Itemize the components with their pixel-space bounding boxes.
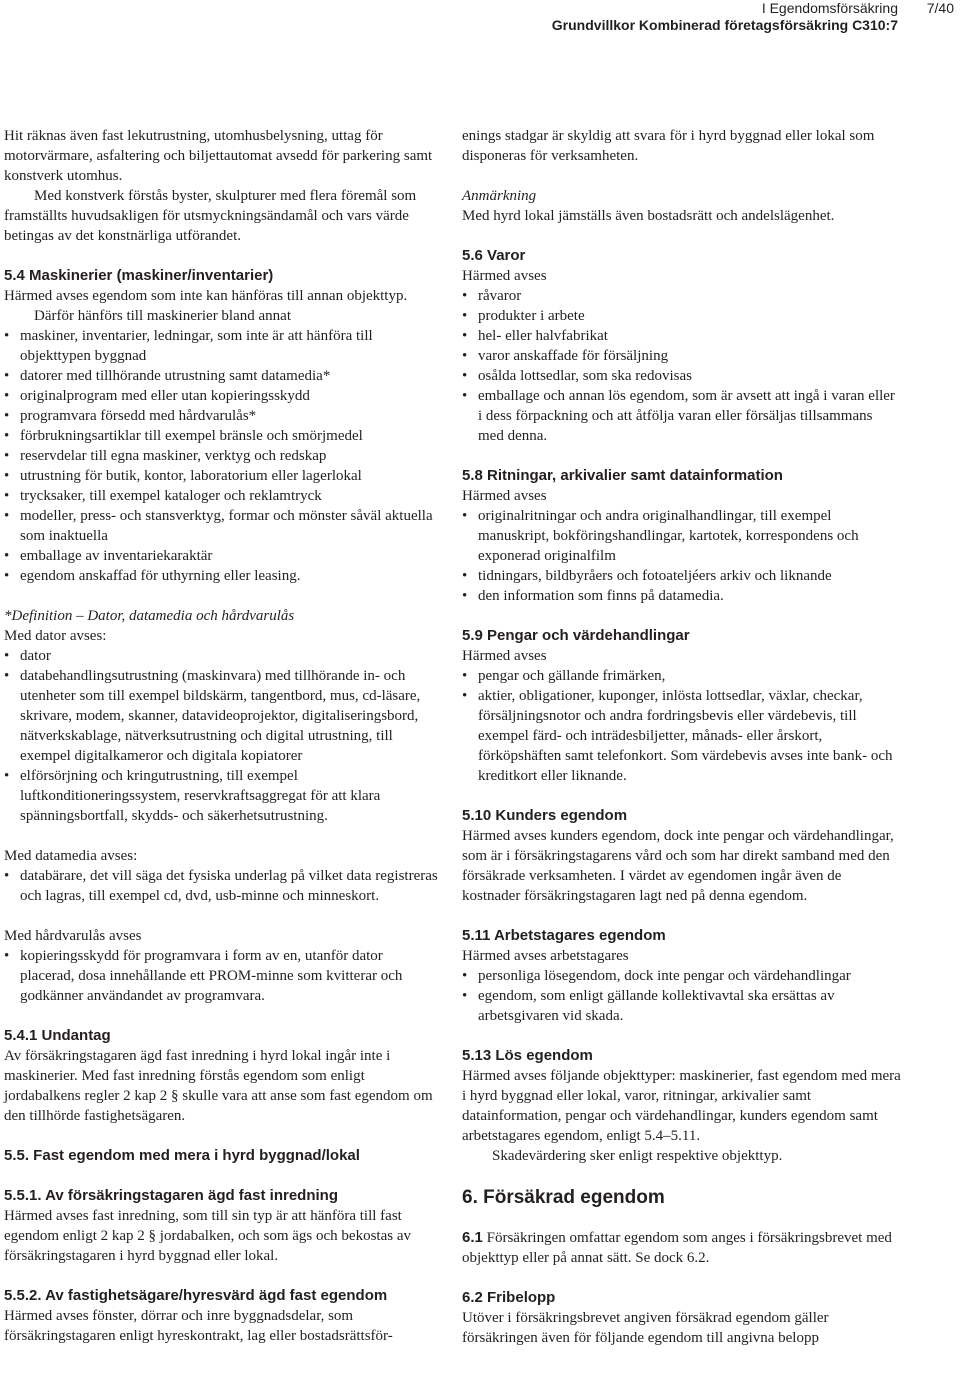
list-item: • programvara försedd med hårdvarulås* — [4, 406, 440, 426]
list-item: • originalprogram med eller utan kopieringsskydd — [4, 386, 440, 406]
definition-heading: *Definition – Dator, datamedia och hårdvarulås — [4, 608, 295, 624]
dator-list — [4, 646, 440, 826]
section-5-10-heading: 5.10 Kunders egendom — [462, 807, 628, 824]
section-5-9-heading: 5.9 Pengar och värdehandlingar — [462, 627, 690, 644]
section-5-6-heading: 5.6 Varor — [462, 247, 526, 264]
header-title — [552, 0, 898, 34]
section-5-5-2-heading: 5.5.2. Av fastighetsägare/hyresvärd ägd fast egendom — [4, 1287, 388, 1304]
page-number: 7/40 — [926, 0, 954, 16]
list-item: • datorer med tillhörande utrustning samt datamedia* — [4, 366, 440, 386]
section-5-6-intro: Härmed avses — [462, 268, 547, 284]
list-item: • dator — [4, 646, 440, 666]
section-5-9-intro: Härmed avses — [462, 648, 547, 664]
section-6-2-heading: 6.2 Fribelopp — [462, 1289, 556, 1306]
list-item: • råvaror — [462, 286, 902, 306]
section-5-4-list-intro: Därför hänförs till maskinerier bland annat — [34, 308, 291, 324]
datamedia-intro: Med datamedia avses: — [4, 848, 138, 864]
datamedia-list — [4, 866, 440, 906]
list-item: • trycksaker, till exempel kataloger och reklamtryck — [4, 486, 440, 506]
section-6-1-number: 6.1 — [462, 1229, 483, 1246]
section-5-8-list — [462, 506, 902, 606]
list-item: • varor anskaffade för försäljning — [462, 346, 902, 366]
remark-text: Med hyrd lokal jämställs även bostadsrätt och andelslägenhet. — [462, 208, 835, 224]
section-6-heading: 6. Försäkrad egendom — [462, 1187, 665, 1208]
section-5-5-1-heading: 5.5.1. Av försäkringstagaren ägd fast inredning — [4, 1187, 338, 1204]
list-item: • modeller, press- och stansverktyg, formar och mönster såväl aktuella som inaktuella — [4, 506, 440, 546]
section-5-4-list — [4, 326, 440, 586]
list-item: • hel- eller halvfabrikat — [462, 326, 902, 346]
section-6-1-body: Försäkringen omfattar egendom som anges i försäkringsbrevet med objekttyp eller på annat sätt. Se dock 6.2. — [462, 1230, 892, 1266]
left-column — [4, 126, 440, 1346]
header-document-title: Grundvillkor Kombinerad företagsförsäkring C310:7 — [551, 17, 898, 33]
section-5-13-text: Härmed avses följande objekttyper: maskinerier, fast egendom med mera i hyrd byggnad eller lokal, varor, ritningar, arkivalier samt datainformation, pengar och värdehandlingar, kunders egendom samt arbetstagares egendom, enligt 5.4–5.11. — [462, 1068, 901, 1144]
section-5-4-heading: 5.4 Maskinerier (maskiner/inventarier) — [4, 267, 274, 284]
section-5-4-1-heading: 5.4.1 Undantag — [4, 1027, 111, 1044]
section-5-4-1-text: Av försäkringstagaren ägd fast inredning i hyrd lokal ingår inte i maskinerier. Med fast inredning förstås egendom som enligt jordabalkens regler 2 kap 2 § skulle vara att anse som fast egendom om den tillhörde fastighetsägaren. — [4, 1048, 433, 1124]
page-header — [0, 0, 960, 40]
list-item: • reservdelar till egna maskiner, verktyg och redskap — [4, 446, 440, 466]
list-item: • emballage och annan lös egendom, som är avsett att ingå i varan eller i dess förpackning och att åtfölja varan eller försäljas tillsammans med denna. — [462, 386, 902, 446]
section-5-5-2-text: Härmed avses fönster, dörrar och inre byggnadsdelar, som försäkringstagaren enligt hyreskontrakt, lag eller bostadsrättsför- — [4, 1308, 393, 1344]
list-item: • aktier, obligationer, kuponger, inlösta lottsedlar, växlar, checkar, försäljningsnotor och andra fordringsbevis eller värdebevis, till exempel färd- och inträdesbiljetter, månads- eller årskort, förköpshäften samt telefonkort. Som värdebevis avses inte bank- och kreditkort eller liknande. — [462, 686, 902, 786]
section-5-4-text: Härmed avses egendom som inte kan hänföras till annan objekttyp. — [4, 288, 408, 304]
section-5-8-intro: Härmed avses — [462, 488, 547, 504]
list-item: • osålda lottsedlar, som ska redovisas — [462, 366, 902, 386]
list-item: • egendom, som enligt gällande kollektivavtal ska ersättas av arbetsgivaren vid skada. — [462, 986, 902, 1026]
list-item: • databärare, det vill säga det fysiska underlag på vilket data registreras och lagras, till exempel cd, dvd, usb-minne och minneskort. — [4, 866, 440, 906]
intro-paragraph-1: Hit räknas även fast lekutrustning, utomhusbelysning, uttag för motorvärmare, asfaltering och biljettautomat avsedd för parkering samt konstverk utomhus. — [4, 128, 433, 184]
list-item: • elförsörjning och kringutrustning, till exempel luftkonditioneringssystem, reservkraftsaggregat för att klara spänningsbortfall, skydds- och säkerhetsutrustning. — [4, 766, 440, 826]
list-item: • produkter i arbete — [462, 306, 902, 326]
hardvarulas-intro: Med hårdvarulås avses — [4, 928, 142, 944]
list-item: • pengar och gällande frimärken, — [462, 666, 902, 686]
list-item: • tidningars, bildbyråers och fotoateljéers arkiv och liknande — [462, 566, 902, 586]
list-item: • maskiner, inventarier, ledningar, som inte är att hänföra till objekttypen byggnad — [4, 326, 440, 366]
list-item: • originalritningar och andra originalhandlingar, till exempel manuskript, bokföringshandlingar, kartotek, korrespondens och exponerad originalfilm — [462, 506, 902, 566]
section-5-11-intro: Härmed avses arbetstagares — [462, 948, 629, 964]
list-item: • databehandlingsutrustning (maskinvara) med tillhörande in- och utenheter som till exempel bildskärm, tangentbord, mus, cd-läsare, skrivare, modem, skanner, datavideoprojektor, digitaliseringsbord, nätverkskablage, nätverksutrustning och digital utrustning, till exempel digitalkameror och digitala kopiatorer — [4, 666, 440, 766]
section-5-11-list — [462, 966, 902, 1026]
right-column — [462, 126, 902, 1348]
section-5-8-heading: 5.8 Ritningar, arkivalier samt datainformation — [462, 467, 783, 484]
section-5-5-1-text: Härmed avses fast inredning, som till sin typ är att hänföra till fast egendom enligt 2 kap 2 § jordabalken, och som ägs och bekostas av försäkringstagaren i hyrd byggnad eller lokal. — [4, 1208, 411, 1264]
section-5-11-heading: 5.11 Arbetstagares egendom — [462, 927, 666, 944]
list-item: • kopieringsskydd för programvara i form av en, utanför dator placerad, dosa innehållande ett PROM-minne som kvitterar och godkänner användandet av programvara. — [4, 946, 440, 1006]
list-item: • emballage av inventariekaraktär — [4, 546, 440, 566]
list-item: • egendom anskaffad för uthyrning eller leasing. — [4, 566, 440, 586]
continued-text: enings stadgar är skyldig att svara för i hyrd byggnad eller lokal som disponeras för verksamheten. — [462, 128, 875, 164]
section-5-5-heading: 5.5. Fast egendom med mera i hyrd byggnad/lokal — [4, 1147, 360, 1164]
dator-intro: Med dator avses: — [4, 628, 107, 644]
section-5-10-text: Härmed avses kunders egendom, dock inte pengar och värdehandlingar, som är i försäkringstagarens vård och som har direkt samband med den försäkrade verksamheten. I värdet av egendomen ingår även de kostnader försäkringstagaren lagt ned på denna egendom. — [462, 828, 894, 904]
header-section-title: I Egendomsförsäkring — [761, 0, 898, 16]
intro-paragraph-2: Med konstverk förstås byster, skulpturer med flera föremål som framställts huvudsakligen för utsmyckningsändamål och vars värde betingas av det konstnärliga utförandet. — [4, 188, 417, 244]
list-item: • den information som finns på datamedia. — [462, 586, 902, 606]
list-item: • utrustning för butik, kontor, laboratorium eller lagerlokal — [4, 466, 440, 486]
section-5-13-heading: 5.13 Lös egendom — [462, 1047, 593, 1064]
section-5-13-text-2: Skadevärdering sker enligt respektive objekttyp. — [492, 1148, 783, 1164]
list-item: • personliga lösegendom, dock inte pengar och värdehandlingar — [462, 966, 902, 986]
list-item: • förbrukningsartiklar till exempel bränsle och smörjmedel — [4, 426, 440, 446]
section-5-9-list — [462, 666, 902, 786]
remark-heading: Anmärkning — [462, 188, 537, 204]
section-6-1-text — [462, 1228, 902, 1268]
section-5-6-list — [462, 286, 902, 446]
hardvarulas-list — [4, 946, 440, 1006]
section-6-2-text: Utöver i försäkringsbrevet angiven försäkrad egendom gäller försäkringen även för följande egendom till angivna belopp — [462, 1310, 829, 1346]
